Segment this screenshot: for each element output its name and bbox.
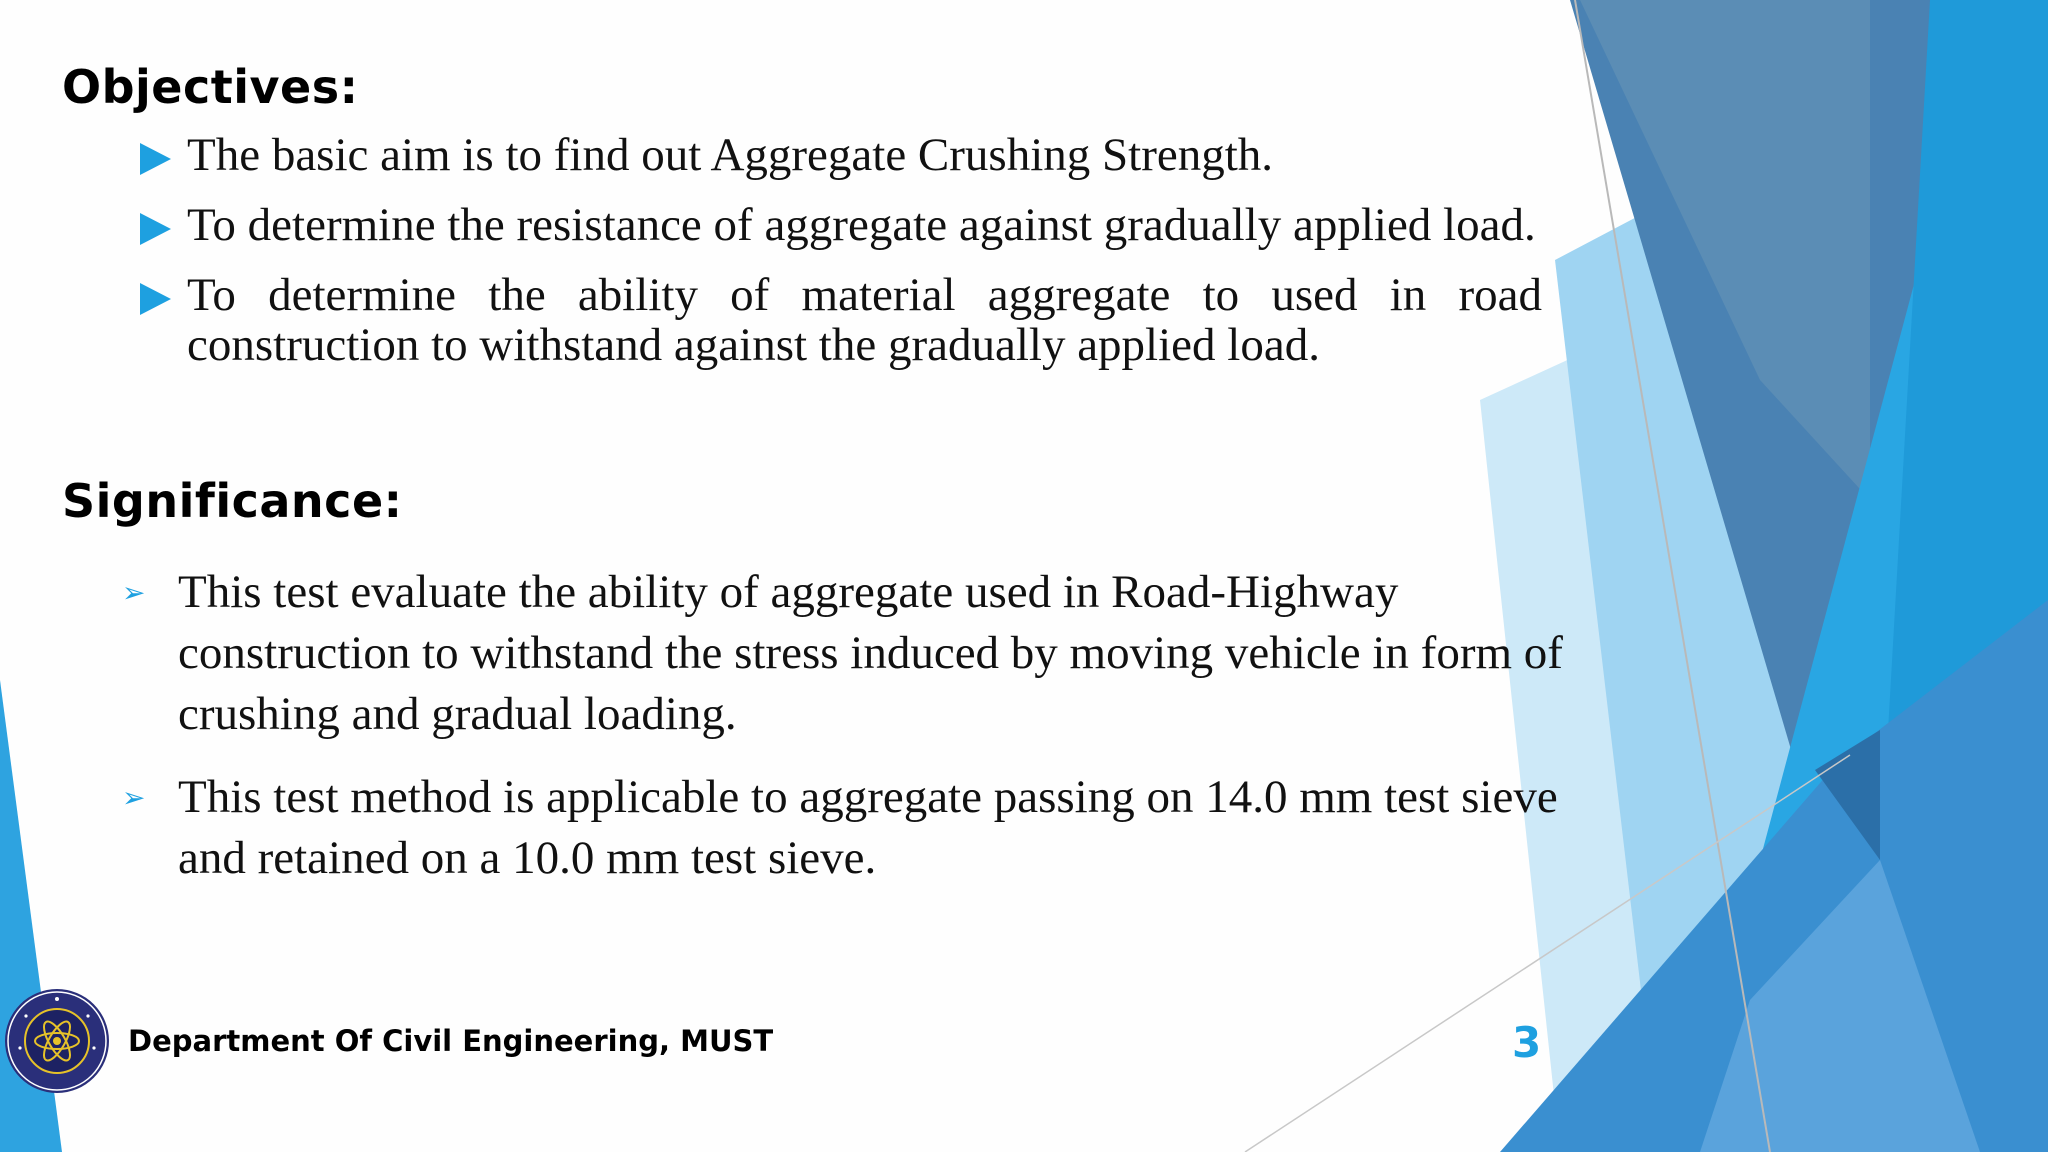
list-item [118, 767, 1568, 889]
list-item [140, 270, 1542, 370]
list-item [140, 200, 1542, 250]
objective-text: To determine the ability of material aggregate to used in road construction to withstand against the gradually applied load. [187, 269, 1542, 371]
university-logo [2, 986, 112, 1096]
triangle-bullet-icon [140, 213, 171, 245]
triangle-bullet-icon [140, 283, 171, 315]
triangle-bullet-icon [140, 143, 171, 175]
page-number: 3 [1512, 1018, 1542, 1067]
objectives-list [140, 130, 1542, 390]
arrowhead-bullet-icon: ➢ [122, 576, 146, 609]
objective-text: To determine the resistance of aggregate against gradually applied load. [187, 199, 1536, 251]
arrowhead-bullet-icon: ➢ [122, 781, 146, 814]
list-item [118, 562, 1568, 745]
significance-list [118, 562, 1568, 911]
department-footer: Department Of Civil Engineering, MUST [128, 1024, 774, 1058]
significance-heading: Significance: [62, 474, 403, 528]
significance-text: This test evaluate the ability of aggregate used in Road-Highway construction to withstand the stress induced by moving vehicle in form of crushing and gradual loading. [178, 566, 1563, 740]
list-item [140, 130, 1542, 180]
objectives-heading: Objectives: [62, 60, 359, 114]
significance-text: This test method is applicable to aggregate passing on 14.0 mm test sieve and retained on a 10.0 mm test sieve. [178, 771, 1558, 884]
objective-text: The basic aim is to find out Aggregate Crushing Strength. [187, 129, 1274, 181]
